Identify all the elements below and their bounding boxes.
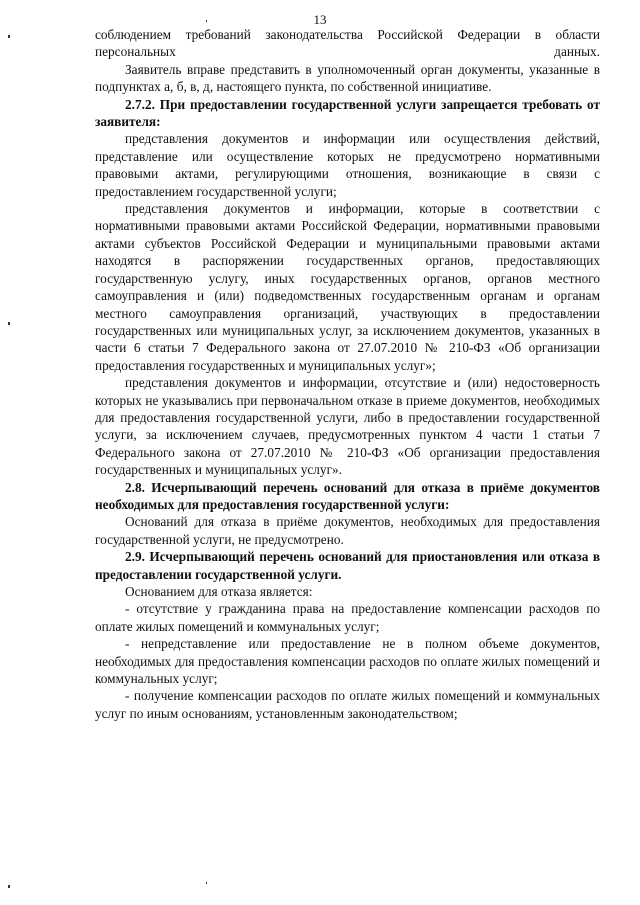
scan-mark (206, 20, 207, 22)
section-heading-2-8: 2.8. Исчерпывающий перечень оснований для отказа в приёме документов необходимых для предоставления государственной услуги: (95, 479, 600, 512)
list-item-other-grounds: - получение компенсации расходов по оплате жилых помещений и коммунальных услуг по иным основаниям, установленным законодательством; (95, 688, 600, 721)
scan-mark (8, 322, 10, 325)
document-body (95, 26, 600, 722)
paragraph-no-grounds: Оснований для отказа в приёме документов, необходимых для предоставления государственной услуги, не предусмотрено. (95, 514, 600, 547)
scan-mark (8, 35, 10, 38)
section-heading-2-7-2: 2.7.2. При предоставлении государственной услуги запрещается требовать от заявителя: (95, 96, 600, 130)
paragraph-applicant-right: Заявитель вправе представить в уполномоченный орган документы, указанные в подпунктах а, б, в, д, настоящего пункта, по собственной инициативе. (95, 61, 600, 95)
paragraph-continuation: соблюдением требований законодательства Российской Федерации в области персональных данных. (95, 27, 600, 60)
paragraph-prohibition-3: представления документов и информации, отсутствие и (или) недостоверность которых не указывались при первоначальном отказе в приеме документов, необходимых для предоставления государственной услуги, либо в предоставлении государственной услуги, за исключением случаев, предусмотренных пунктом 4 части 1 статьи 7 Федерального закона от 27.07.2010 № 210-ФЗ «Об организации предоставления государственных и муниципальных услуг». (95, 375, 600, 478)
scan-mark (8, 885, 10, 888)
paragraph-prohibition-2: представления документов и информации, которые в соответствии с нормативными правовыми актами Российской Федерации, нормативными правовыми актами субъектов Российской Федерации и муниципальными правовыми актами находятся в распоряжении государственных органов, предоставляющих государственную услугу, иных государственных органов, органов местного самоуправления и (или) подведомственных государственным органам и органам местного самоуправления организаций, участвующих в предоставлении государственных или муниципальных услуг, за исключением документов, указанных в части 6 статьи 7 Федерального закона от 27.07.2010 № 210-ФЗ «Об организации предоставления государственных и муниципальных услуг»; (95, 201, 600, 373)
page-number: 13 (313, 12, 327, 27)
paragraph-grounds-intro: Основанием для отказа является: (125, 584, 313, 599)
scan-mark (206, 882, 207, 884)
section-heading-2-9: 2.9. Исчерпывающий перечень оснований для приостановления или отказа в предоставлении государственной услуги. (95, 549, 600, 582)
paragraph-prohibition-1: представления документов и информации или осуществления действий, представление или осуществление которых не предусмотрено нормативными правовыми актами, регулирующими отношения, возникающие в связи с предоставлением государственной услуги; (95, 131, 600, 199)
list-item-no-right: - отсутствие у гражданина права на предоставление компенсации расходов по оплате жилых помещений и коммунальных услуг; (95, 601, 600, 634)
list-item-incomplete-docs: - непредставление или предоставление не в полном объеме документов, необходимых для предоставления компенсации расходов по оплате жилых помещений и коммунальных услуг; (95, 636, 600, 687)
